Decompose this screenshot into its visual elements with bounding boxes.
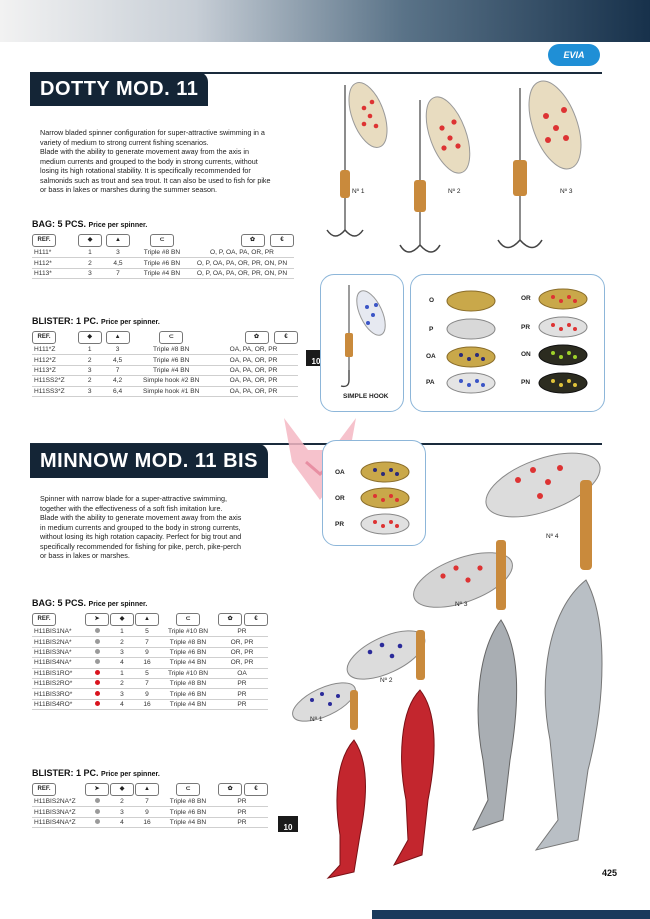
table-cell: H11BIS3RO*	[32, 689, 84, 699]
table-cell: H11SS2*Z	[32, 376, 78, 386]
table-cell: 4	[110, 817, 134, 827]
table-cell: 3	[110, 807, 134, 817]
brand-logo: EVIA	[548, 44, 600, 66]
color-palette-icon: ✿	[218, 613, 242, 626]
table-row	[32, 637, 268, 647]
lure-color-dot	[84, 627, 110, 637]
minnow-description	[40, 494, 241, 561]
table-cell: 9	[134, 647, 160, 657]
table-cell: Triple #6 BN	[134, 258, 190, 268]
color-dot-icon	[95, 670, 100, 675]
description-line: variety of medium to strong current fishing scenarios.	[40, 137, 209, 147]
table-cell: 7	[102, 268, 134, 278]
lure-color-dot	[84, 658, 110, 668]
table-cell: 9	[134, 689, 160, 699]
simple-hook-image	[321, 275, 403, 395]
table-cell: 6,4	[102, 386, 134, 396]
color-label: OA	[335, 469, 345, 476]
table-cell: 2	[110, 678, 134, 688]
table-cell: 9	[134, 807, 160, 817]
table-row	[32, 658, 268, 668]
table-cell: 2	[78, 258, 102, 268]
table-cell: 5	[134, 627, 160, 637]
weight-icon: ▲	[135, 613, 159, 626]
table-cell: Triple #4 BN	[133, 365, 209, 375]
lure-color-dot	[84, 817, 110, 827]
table-cell: 2	[110, 797, 134, 807]
euro-icon: €	[244, 613, 268, 626]
table-cell: 4,5	[102, 355, 134, 365]
description-line: together with the effectiveness of a soft fish imitation lure.	[40, 503, 223, 513]
table-cell: 3	[110, 689, 134, 699]
pack-quantity-icon: 10	[306, 350, 326, 366]
table-cell: H113*Z	[32, 365, 78, 375]
table-cell: 3	[110, 647, 134, 657]
bottom-bar	[372, 910, 650, 919]
color-dot-icon	[95, 659, 100, 664]
table-cell: Triple #8 BN	[160, 678, 216, 688]
table-row	[32, 689, 268, 699]
table-cell: 7	[134, 678, 160, 688]
table-cell: 1	[110, 668, 134, 678]
color-label: OR	[521, 295, 531, 302]
blade-colors-image	[411, 275, 604, 411]
table-cell: 1	[78, 248, 102, 258]
table-cell: H11BIS4RO*	[32, 699, 84, 709]
table-cell: OA, PA, OR, PR	[209, 386, 298, 396]
color-label: PR	[521, 324, 531, 331]
table-cell: H111*	[32, 248, 78, 258]
table-cell: Triple #8 BN	[133, 345, 209, 355]
table-row	[32, 647, 268, 657]
description-line: Blade with the ability to generate movement away from the axis in	[40, 147, 249, 156]
lure-color-dot	[84, 678, 110, 688]
blade-colors-panel	[410, 274, 605, 412]
hook-icon: ⊂	[150, 234, 174, 247]
lure-color-dot	[84, 807, 110, 817]
dotty-description	[40, 128, 271, 195]
table-cell: OA, PA, OR, PR	[209, 345, 298, 355]
lure-number-3: Nº 3	[455, 601, 468, 608]
table-cell: 4,5	[102, 258, 134, 268]
hook-icon: ⊂	[159, 331, 183, 344]
table-cell: Simple hook #1 BN	[133, 386, 209, 396]
table-cell: H11SS3*Z	[32, 386, 78, 396]
color-dot-icon	[95, 691, 100, 696]
hook-icon: ⊂	[176, 613, 200, 626]
hook-icon: ⊂	[176, 783, 200, 796]
table-cell: 5	[134, 668, 160, 678]
table-cell: 7	[134, 797, 160, 807]
table-cell: 1	[110, 627, 134, 637]
table-cell: H11BIS3NA*Z	[32, 807, 84, 817]
color-dot-icon	[95, 639, 100, 644]
color-dot-icon	[95, 809, 100, 814]
blade-size-icon: ◆	[110, 613, 134, 626]
table-cell: H11BIS2NA*Z	[32, 797, 84, 807]
color-label: PR	[335, 521, 345, 528]
page-number: 425	[602, 868, 618, 878]
lure-color-dot	[84, 699, 110, 709]
table-cell: 16	[134, 817, 160, 827]
spinner-number-3: Nº 3	[560, 188, 573, 195]
table-cell: 3	[78, 365, 102, 375]
table-cell: 3	[102, 345, 134, 355]
table-row	[32, 258, 294, 268]
table-cell: OR, PR	[216, 637, 268, 647]
table-cell: O, P, OA, PA, OR, PR, ON, PN	[190, 258, 294, 268]
table-cell: Simple hook #2 BN	[133, 376, 209, 386]
lure-color-dot	[84, 647, 110, 657]
table-row	[32, 386, 298, 396]
table-cell: PR	[216, 689, 268, 699]
dotty-bag-label: BAG: 5 PCS. Price per spinner.	[32, 219, 148, 229]
table-cell: H11BIS2NA*	[32, 637, 84, 647]
blade-size-icon: ◆	[78, 331, 102, 344]
section-title-minnow: MINNOW MOD. 11 BIS	[30, 444, 268, 478]
weight-icon: ▲	[106, 331, 130, 344]
table-cell: PR	[216, 817, 268, 827]
color-label: OR	[335, 495, 345, 502]
color-dot-icon	[95, 701, 100, 706]
dotty-blister-table	[32, 330, 298, 397]
table-cell: H11BIS3NA*	[32, 647, 84, 657]
table-row	[32, 365, 298, 375]
minnow-lures-image	[288, 440, 608, 880]
table-cell: 3	[78, 386, 102, 396]
table-cell: 4	[110, 699, 134, 709]
color-palette-icon: ✿	[218, 783, 242, 796]
table-cell: O, P, OA, PA, OR, PR, ON, PN	[190, 268, 294, 278]
lure-number-4: Nº 4	[546, 533, 559, 540]
color-palette-icon: ✿	[241, 234, 265, 247]
description-line: losing its high rotational stability. It is specifically recommended for	[40, 166, 251, 175]
spinner-2	[400, 91, 479, 252]
lure-color-dot	[84, 689, 110, 699]
table-cell: Triple #8 BN	[160, 637, 216, 647]
table-cell: OA, PA, OR, PR	[209, 355, 298, 365]
color-dot-icon	[95, 819, 100, 824]
blade-size-icon: ◆	[110, 783, 134, 796]
table-cell: H11BIS1NA*	[32, 627, 84, 637]
table-cell: Triple #6 BN	[133, 355, 209, 365]
table-row	[32, 699, 268, 709]
table-cell: Triple #4 BN	[160, 658, 216, 668]
table-row	[32, 668, 268, 678]
table-cell: Triple #4 BN	[160, 817, 216, 827]
simple-hook-panel	[320, 274, 404, 412]
table-cell: PR	[216, 678, 268, 688]
table-row	[32, 627, 268, 637]
lure-body-icon: ➤	[85, 613, 109, 626]
description-line: specifically recommended for fishing for pike, perch, pike-perch	[40, 541, 241, 551]
description-line: Blade with the ability to generate movement away from the axis	[40, 513, 242, 522]
color-dot-icon	[95, 798, 100, 803]
dotty-bag-table	[32, 233, 294, 279]
pack-quantity-icon: 10	[278, 816, 298, 832]
color-dot-icon	[95, 680, 100, 685]
table-cell: 16	[134, 658, 160, 668]
lure-number-1: Nº 1	[310, 716, 323, 723]
table-cell: H11BIS1RO*	[32, 668, 84, 678]
table-cell: 7	[134, 637, 160, 647]
table-cell: O, P, OA, PA, OR, PR	[190, 248, 294, 258]
table-cell: PR	[216, 627, 268, 637]
color-label: P	[429, 326, 434, 333]
table-cell: 4,2	[102, 376, 134, 386]
table-cell: OA, PA, OR, PR	[209, 376, 298, 386]
minnow-blister-table	[32, 782, 268, 828]
color-dot-icon	[95, 628, 100, 633]
table-cell: OR, PR	[216, 647, 268, 657]
table-row	[32, 248, 294, 258]
dotty-blister-label: BLISTER: 1 PC. Price per spinner.	[32, 316, 160, 326]
description-line: or bass in lakes or marshes.	[40, 551, 130, 560]
weight-icon: ▲	[135, 783, 159, 796]
table-cell: 3	[102, 248, 134, 258]
table-cell: 2	[78, 376, 102, 386]
minnow-bag-label: BAG: 5 PCS. Price per spinner.	[32, 598, 148, 608]
table-cell: Triple #8 BN	[160, 797, 216, 807]
euro-icon: €	[270, 234, 294, 247]
color-dot-icon	[95, 649, 100, 654]
top-banner	[0, 0, 650, 42]
color-label: OA	[426, 353, 436, 360]
lure-number-2: Nº 2	[380, 677, 393, 684]
blade-size-icon: ◆	[78, 234, 102, 247]
minnow-bag-table	[32, 612, 268, 710]
dotty-spinners-image	[320, 80, 610, 260]
table-row	[32, 355, 298, 365]
table-cell: Triple #10 BN	[160, 668, 216, 678]
ref-header: REF.	[32, 613, 56, 626]
table-cell: 3	[78, 268, 102, 278]
table-cell: H11BIS4NA*Z	[32, 817, 84, 827]
table-cell: PR	[216, 699, 268, 709]
description-line: salmonids such as trout and sea trout. It can also be used to fish for pike	[40, 175, 271, 185]
section-title-dotty: DOTTY MOD. 11	[30, 72, 208, 106]
table-cell: H11BIS2RO*	[32, 678, 84, 688]
minnow-blister-label: BLISTER: 1 PC. Price per spinner.	[32, 768, 160, 778]
color-palette-icon: ✿	[245, 331, 269, 344]
table-cell: Triple #6 BN	[160, 689, 216, 699]
table-cell: Triple #8 BN	[134, 248, 190, 258]
spinner-1	[327, 80, 395, 236]
description-line: Spinner with narrow blade for a super-attractive swimming,	[40, 494, 227, 503]
spinner-number-1: Nº 1	[352, 188, 365, 195]
table-cell: 2	[78, 355, 102, 365]
table-row	[32, 376, 298, 386]
euro-icon: €	[274, 331, 298, 344]
table-row	[32, 345, 298, 355]
simple-hook-label: SIMPLE HOOK	[343, 393, 389, 400]
ref-header: REF.	[32, 234, 56, 247]
table-row	[32, 678, 268, 688]
color-label: PN	[521, 379, 531, 386]
table-cell: PR	[216, 797, 268, 807]
table-row	[32, 797, 268, 807]
table-cell: Triple #6 BN	[160, 807, 216, 817]
description-line: medium currents and grouped to the body in strong currents, without	[40, 156, 258, 166]
description-line: in medium currents and grouped to the body in strong currents,	[40, 522, 241, 532]
table-cell: Triple #4 BN	[160, 699, 216, 709]
euro-icon: €	[244, 783, 268, 796]
table-row	[32, 807, 268, 817]
table-cell: OA	[216, 668, 268, 678]
table-cell: Triple #4 BN	[134, 268, 190, 278]
table-row	[32, 268, 294, 278]
lure-color-dot	[84, 797, 110, 807]
table-cell: 2	[110, 637, 134, 647]
table-cell: H112*Z	[32, 355, 78, 365]
description-line: or bass in lakes or marshes during the summer season.	[40, 185, 217, 194]
table-cell: OR, PR	[216, 658, 268, 668]
table-cell: 1	[78, 345, 102, 355]
color-label: O	[429, 297, 435, 304]
lure-color-dot	[84, 668, 110, 678]
lure-color-dot	[84, 637, 110, 647]
table-cell: H111*Z	[32, 345, 78, 355]
ref-header: REF.	[32, 783, 56, 796]
ref-header: REF.	[32, 331, 56, 344]
table-cell: H11BIS4NA*	[32, 658, 84, 668]
table-cell: Triple #6 BN	[160, 647, 216, 657]
color-label: PA	[426, 379, 435, 386]
lure-body-icon: ➤	[85, 783, 109, 796]
description-line: Narrow bladed spinner configuration for super-attractive swimming in a	[40, 128, 265, 137]
weight-icon: ▲	[106, 234, 130, 247]
table-cell: 7	[102, 365, 134, 375]
spinner-3	[498, 80, 591, 248]
table-cell: 16	[134, 699, 160, 709]
table-cell: H113*	[32, 268, 78, 278]
color-label: ON	[521, 351, 531, 358]
table-cell: OA, PA, OR, PR	[209, 365, 298, 375]
table-cell: PR	[216, 807, 268, 817]
table-cell: Triple #10 BN	[160, 627, 216, 637]
table-cell: H112*	[32, 258, 78, 268]
spinner-number-2: Nº 2	[448, 188, 461, 195]
table-cell: 4	[110, 658, 134, 668]
table-row	[32, 817, 268, 827]
description-line: without losing its high rotation capacity. Perfect for big trout and	[40, 532, 242, 541]
